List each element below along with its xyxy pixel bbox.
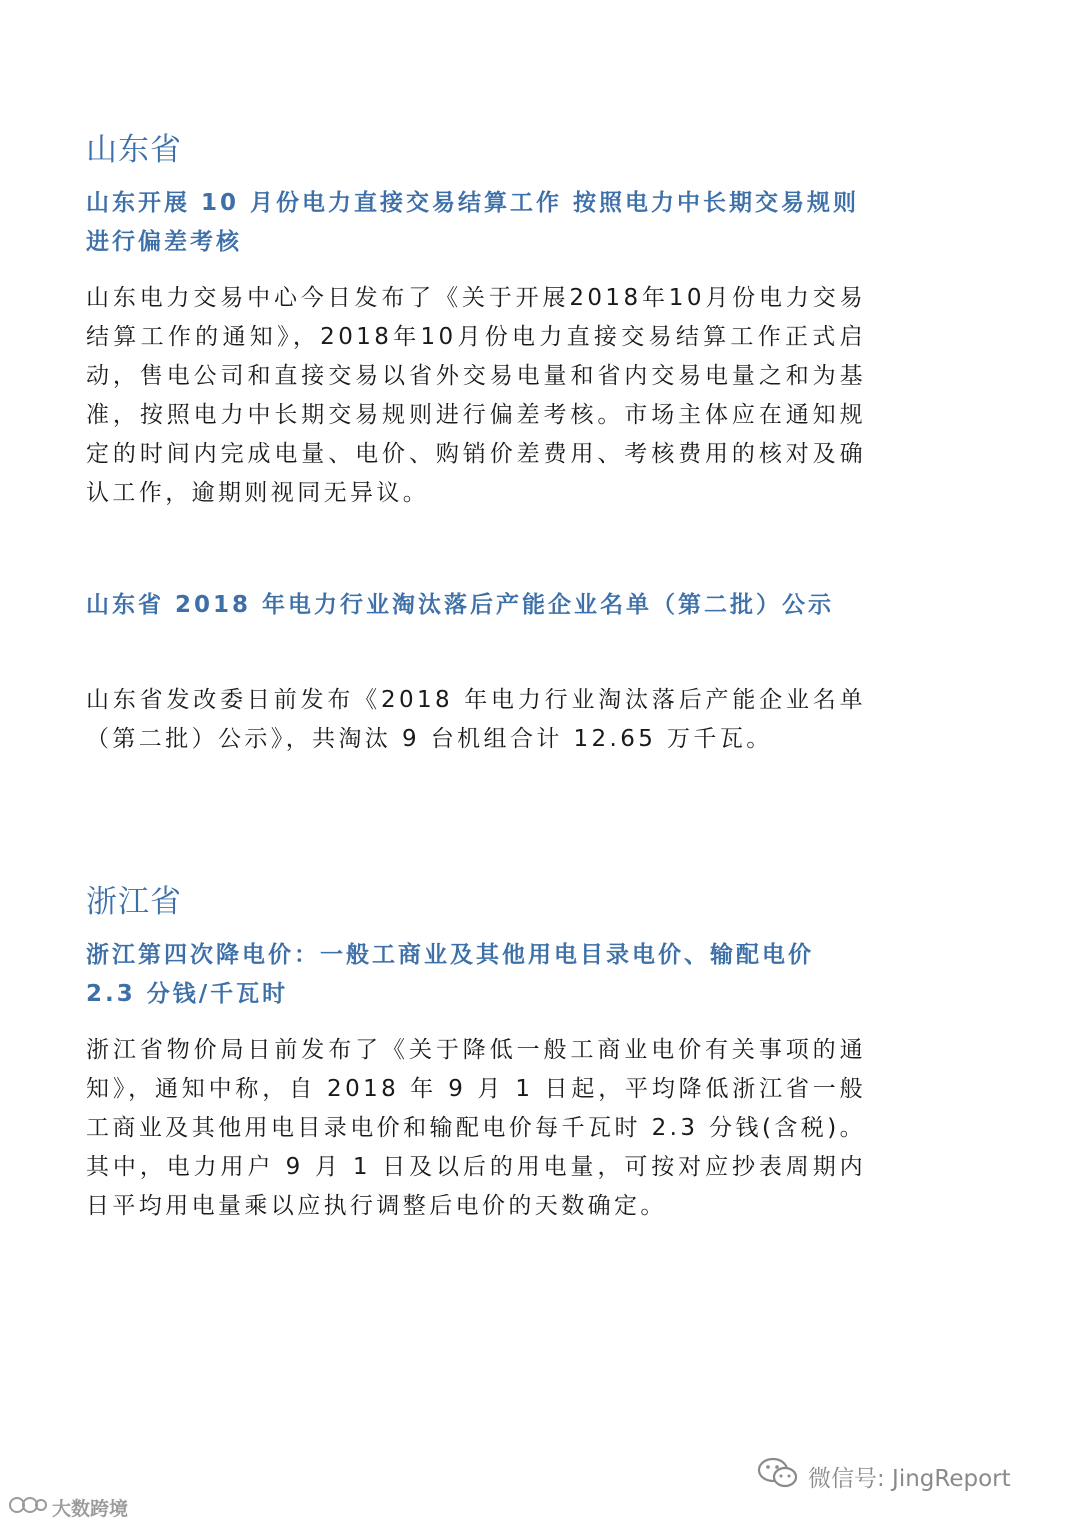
watermark-right-text: 微信号: JingReport xyxy=(808,1465,1011,1492)
province-heading-shandong: 山东省 xyxy=(86,132,182,168)
watermark-left-text: 大数跨境 xyxy=(52,1498,129,1520)
watermark-left xyxy=(8,1494,128,1521)
watermark-logo-icon xyxy=(8,1494,48,1521)
article-body: 山东省发改委日前发布《2018 年电力行业淘汰落后产能企业名单（第二批）公示》，共淘汰 9 台机组合计 12.65 万千瓦。 xyxy=(86,687,866,752)
province-heading-zhejiang: 浙江省 xyxy=(86,884,182,920)
article-body: 山东电力交易中心今日发布了《关于开展2018年10月份电力交易结算工作的通知》，2018年10月份电力直接交易结算工作正式启动，售电公司和直接交易以省外交易电量和省内交易电量之和为基准，按照电力中长期交易规则进行偏差考核。市场主体应在通知规定的时间内完成电量、电价、购销价差费用、考核费用的核对及确认工作，逾期则视同无异议。 xyxy=(86,285,866,506)
watermark-right xyxy=(756,1455,1011,1497)
article-headline: 山东开展 10 月份电力直接交易结算工作 按照电力中长期交易规则进行偏差考核 xyxy=(86,190,860,255)
article-headline: 山东省 2018 年电力行业淘汰落后产能企业名单（第二批）公示 xyxy=(86,592,835,618)
article-body: 浙江省物价局日前发布了《关于降低一般工商业电价有关事项的通知》，通知中称，自 2018 年 9 月 1 日起，平均降低浙江省一般工商业及其他用电目录电价和输配电价每千瓦时 2.3 分钱(含税)。其中，电力用户 9 月 1 日及以后的用电量，可按对应抄表周期内日平均用电量乘以应执行调整后电价的天数确定。 xyxy=(86,1037,866,1219)
wechat-icon xyxy=(756,1455,800,1497)
article-headline: 浙江第四次降电价：一般工商业及其他用电目录电价、输配电价 2.3 分钱/千瓦时 xyxy=(86,942,814,1007)
